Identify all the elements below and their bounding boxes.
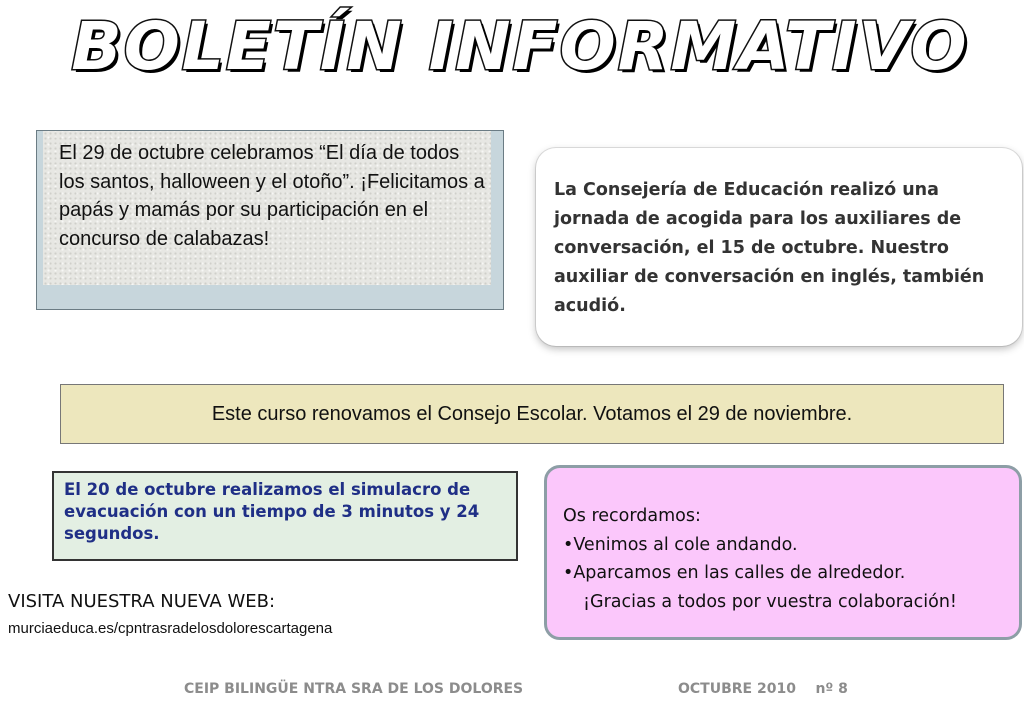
reminder-box bbox=[544, 465, 1022, 640]
halloween-notice-box bbox=[36, 130, 504, 310]
reminder-closing: ¡Gracias a todos por vuestra colaboración! bbox=[583, 591, 957, 612]
halloween-notice-panel bbox=[43, 131, 491, 285]
reminder-content bbox=[563, 502, 1013, 616]
consejeria-notice-box bbox=[536, 148, 1022, 346]
footer-school-name: CEIP BILINGÜE NTRA SRA DE LOS DOLORES bbox=[184, 681, 524, 697]
halloween-notice-text: El 29 de octubre celebramos “El día de todos los santos, halloween y el otoño”. ¡Felicitamos a papás y mamás por su participación en el concurso de calabazas! bbox=[59, 142, 485, 250]
footer-issue-date: OCTUBRE 2010 nº 8 bbox=[678, 681, 848, 697]
web-url-link[interactable]: murciaeduca.es/cpntrasradelosdolorescartagena bbox=[8, 620, 333, 637]
reminder-item: •Aparcamos en las calles de alrededor. bbox=[563, 563, 906, 583]
web-visit-label: VISITA NUESTRA NUEVA WEB: bbox=[8, 591, 276, 612]
newsletter-title: BOLETÍN INFORMATIVO bbox=[71, 8, 969, 85]
simulacro-notice-box bbox=[52, 471, 518, 561]
simulacro-notice-text: El 20 de octubre realizamos el simulacro de evacuación con un tiempo de 3 minutos y 24 segundos. bbox=[64, 480, 480, 543]
consejo-escolar-banner bbox=[60, 384, 1004, 444]
consejeria-notice-text: La Consejería de Educación realizó una jornada de acogida para los auxiliares de conversación, el 15 de octubre. Nuestro auxiliar de conversación en inglés, también acudió. bbox=[554, 180, 985, 316]
consejo-escolar-text: Este curso renovamos el Consejo Escolar. Votamos el 29 de noviembre. bbox=[211, 402, 853, 425]
reminder-item: •Venimos al cole andando. bbox=[563, 534, 798, 555]
reminder-heading: Os recordamos: bbox=[563, 506, 701, 526]
